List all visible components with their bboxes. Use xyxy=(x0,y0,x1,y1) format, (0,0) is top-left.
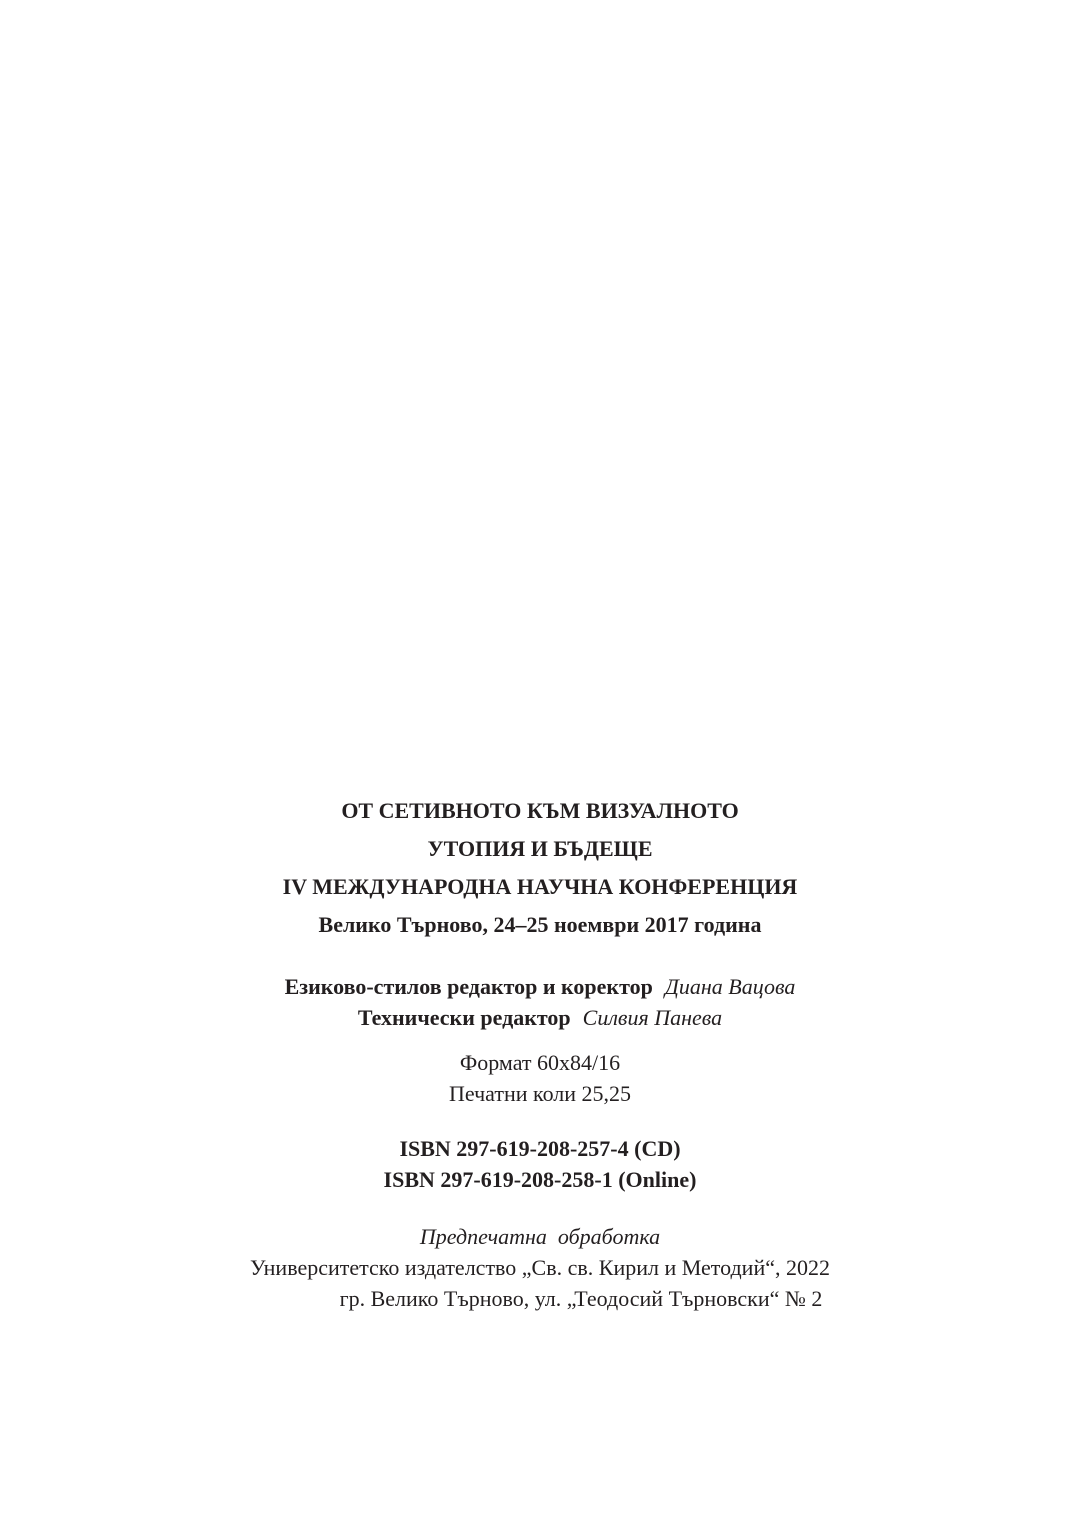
book-title: ОТ СЕТИВНОТО КЪМ ВИЗУАЛНОТО xyxy=(341,798,739,823)
technical-editor-role: Технически редактор xyxy=(357,1005,571,1030)
format-block xyxy=(0,1047,1080,1109)
address-line: гр. Велико Търново, ул. „Теодосий Търновски“ № 2 xyxy=(339,1286,823,1311)
title-block xyxy=(0,792,1080,944)
technical-editor-name: Силвия Панева xyxy=(582,1005,723,1030)
conference-name: IV МЕЖДУНАРОДНА НАУЧНА КОНФЕРЕНЦИЯ xyxy=(282,874,798,899)
book-subtitle: УТОПИЯ И БЪДЕЩЕ xyxy=(427,836,653,861)
technical-editor-line xyxy=(0,1002,1080,1033)
format-line: Формат 60x84/16 xyxy=(459,1050,621,1075)
prepress-label: Предпечатна обработка xyxy=(419,1224,661,1249)
language-editor-line xyxy=(0,971,1080,1002)
isbn-online: ISBN 297-619-208-258-1 (Online) xyxy=(383,1167,697,1192)
colophon xyxy=(0,792,1080,1314)
credits-block xyxy=(0,971,1080,1033)
conference-place-date: Велико Търново, 24–25 ноември 2017 година xyxy=(318,912,762,937)
isbn-cd: ISBN 297-619-208-257-4 (CD) xyxy=(399,1136,681,1161)
isbn-block xyxy=(0,1133,1080,1195)
imprint-block xyxy=(0,1221,1080,1314)
printed-sheets-line: Печатни коли 25,25 xyxy=(448,1081,632,1106)
language-editor-name: Диана Вацова xyxy=(664,974,796,999)
language-editor-role: Езиково-стилов редактор и коректор xyxy=(284,974,653,999)
publisher-line: Университетско издателство „Св. св. Кирил и Методий“, 2022 xyxy=(250,1255,830,1280)
